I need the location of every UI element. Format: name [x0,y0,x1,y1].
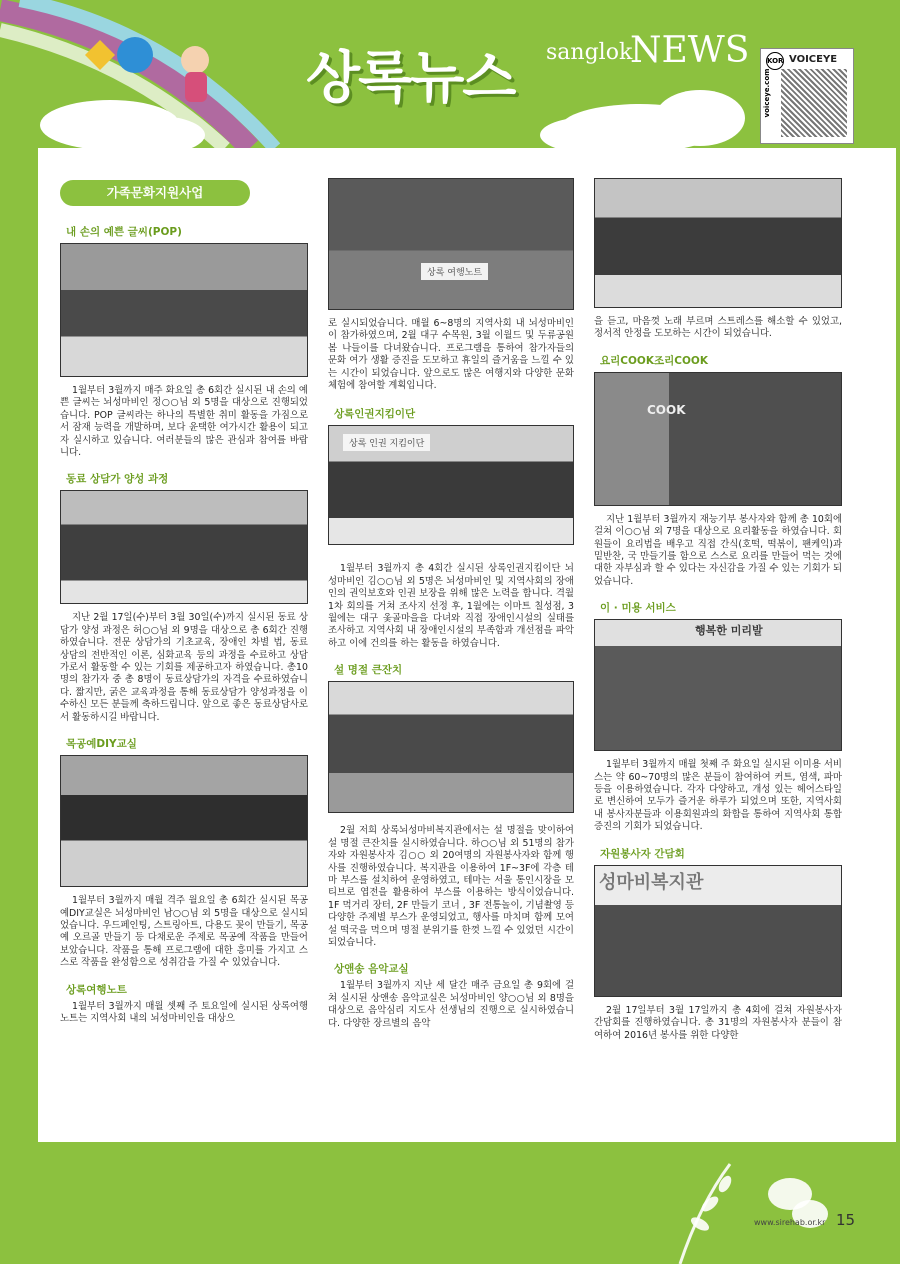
photo-newyear-festival [328,681,574,813]
article-body: 1월부터 3월까지 지난 세 달간 매주 금요일 총 9회에 걸쳐 실시된 상앤송 음악교실은 뇌성마비인 양○○님 외 8명을 대상으로 음악심리 지도사 선생님의 진행으로 실시하였습니다. 다양한 장르별의 음악 [328,980,574,1029]
article-title: 내 손의 예쁜 글씨(POP) [66,226,182,238]
article-body: 2월 17일부터 3월 17일까지 총 4회에 걸쳐 자원봉사자 간담회를 진행하였습니다. 총 31명의 자원봉사자 분들이 참여하여 2016년 봉사를 위한 다양한 [594,1004,842,1041]
photo-peer-counselor [60,490,308,604]
voiceye-code [760,48,854,144]
photo-volunteer-meeting [594,865,842,997]
photo-pop-class [60,243,308,377]
article-title: 동료 상담가 양성 과정 [66,473,169,486]
article-body: 2월 저희 상록뇌성마비복지관에서는 설 명절을 맞이하여 설 명절 큰잔치를 실시하였습니다. 하○○님 외 51명의 참가자와 자원봉사자 김○○ 외 20여명의 자원봉사자와 함께 행사를 진행하였습니다. 복지관을 이용하여 1F~3F에 각층 테마 부스를 설치하여 운영하였고, 테마는 서울 통인시장을 모티브로 엽전을 활용하여 부스를 이용하는 방식이었습니다. 1F 먹거리 장터, 2F 만들기 코너 , 3F 전통놀이, 기념촬영 등 다양한 주제별 부스가 운영되었고, 행사를 마치며 함께 모여 설 떡국을 먹으며 명절 분위기를 한껏 느낄 수 있었던 시간이 되었습니다. [328,825,574,948]
photo-music-class [594,178,842,308]
photo-beauty-service [594,619,842,751]
photo-cooking [594,372,842,506]
kor-badge: KOR [766,52,784,70]
article-body: 1월부터 3월까지 총 4회간 실시된 상록인권지킴이단 뇌성마비인 김○○님 외 5명은 뇌성마비인 및 지역사회의 장애인의 권익보호와 인권 보장을 위해 많은 노력을 합니다. 격월 1차 회의를 거쳐 조사지 선정 후, 1월에는 이마트 칠성점, 3월에는 대구 옻골마을을 다녀와 직접 장애인시설의 실태를 조사하고 지역사회 내 장애인시설의 부족함과 개선점을 파악하고 이에 건의를 하는 활동을 하였습니다. [328,563,574,649]
voiceye-side-label: voiceye.com [763,68,771,118]
voiceye-label: VOICEYE [789,54,838,65]
column-3 [594,178,842,1042]
photo-woodcraft [60,755,308,887]
article-body: 을 듣고, 마음껏 노래 부르며 스트레스를 해소할 수 있었고, 정서적 안정을 도모하는 시간이 되었습니다. [594,316,842,340]
content-panel [38,148,896,1142]
article-body: 1월부터 3월까지 매주 화요일 총 6회간 실시된 내 손의 예쁜 글씨는 뇌성마비인 정○○님 외 5명을 대상으로 진행되었습니다. POP 글씨라는 하나의 특별한 취미 활동을 가짐으로서 잠재 능력을 개발하며, 보다 윤택한 여가시간 활용이 되고자 실시하고 있습니다. 여러분들의 많은 관심과 참여를 바랍니다. [60,385,308,459]
article-body: 1월부터 3월까지 매월 첫째 주 화요일 실시된 이미용 서비스는 약 60~70명의 많은 분들이 참여하여 커트, 염색, 파마 등을 이용하였습니다. 각자 다양하고, 개성 있는 헤어스타일로 변신하여 모두가 즐거운 하루가 되었으며 또한, 지역사회 내 봉사자분들과 이용회원과의 화합을 통하여 지역사회 통합증진의 기회가 되었습니다. [594,759,842,833]
article-title: 상앤송 음악교실 [334,963,409,976]
photo-travel [328,178,574,310]
leaf-decoration [640,1124,900,1264]
article-title: 상록여행노트 [66,983,127,996]
article-body: 지난 1월부터 3월까지 재능기부 봉사자와 함께 총 10회에 걸쳐 이○○님 외 7명을 대상으로 요리활동을 하였습니다. 회원들이 요리법을 배우고 직접 간식(호떡, 떡볶이, 팬케익)과 밑반찬, 국 만들기를 함으로 스스로 요리를 만들어 먹는 것에 대한 자부심과 할 수 있다는 자신감을 가질 수 있는 기회가 되었습니다. [594,513,842,587]
photo-banner-rights: 상록 인권 지킴이단 [343,434,430,451]
header [0,0,900,148]
column-2 [328,178,574,1030]
article-body: 지난 2월 17일(수)부터 3월 30일(수)까지 실시된 동료 상담가 양성 과정은 허○○님 외 9명을 대상으로 총 6회간 진행하였습니다. 전문 상담가의 기초교육, 장애인 차별 법, 동료 상담의 전반적인 이론, 심화교육 등의 과정을 수료하고 상담가로서 활동할 수 있는 기회를 제공하고자 하였습니다. 총10명의 참가자 중 총 8명이 동료상담가의 자격을 수료하였습니다. 짧지만, 굵은 교육과정을 통해 동료상담가 양성과정을 이수하신 모든 분들께 축하드립니다. 앞으로 좋은 동료상담사로서 활동하시길 바랍니다. [60,612,308,723]
page-number: 15 [836,1211,856,1229]
section-banner: 가족문화지원사업 [60,180,250,206]
photo-banner-travel: 상록 여행노트 [421,263,488,280]
article-body: 로 실시되었습니다. 매월 6~8명의 지역사회 내 뇌성마비인이 참가하였으며, 2월 대구 수목원, 3월 이월드 및 두류공원 봄 나들이를 다녀왔습니다. 프로그램을 통하여 참가자들의 문화 여가 생활 증진을 도모하고 휴일의 즐거움을 느낄 수 있는 시간이 되었습니다. 앞으로도 많은 여행지와 다양한 문화체험에 참여할 계획입니다. [328,318,574,392]
article-title: 요리COOK조리COOK [600,354,708,367]
voiceye-pattern [781,69,847,137]
page-title: 상록뉴스 [306,46,515,111]
article-title: 이 · 미용 서비스 [600,602,676,615]
photo-sign-beauty: 행복한 미리발 [695,624,763,638]
article-body: 1월부터 3월까지 매월 격주 월요일 총 6회간 실시된 목공예DIY교실은 뇌성마비인 남○○님 외 5명을 대상으로 실시되었습니다. 우드페인팅, 스트링아트, 다용도 꽂이 만들기, 목공예 오르골 만들기 등 다채로운 주제로 목공예 작품을 만들어 보았습니다. 작품을 통해 프로그램에 대한 흥미를 가지고 스스로 작품을 완성함으로 성취감을 가질 수 있었습니다. [60,895,308,969]
photo-sign-cook: COOK [647,402,686,417]
title-news: NEWS [630,30,750,71]
article-title: 목공예DIY교실 [66,738,137,751]
footer-url: www.sirehab.or.kr [754,1218,826,1227]
photo-sign-volunteer: 성마비복지관 [599,871,704,893]
article-title: 자원봉사자 간담회 [600,847,685,860]
article-title: 상록인권지킴이단 [334,408,416,421]
article-title: 설 명절 큰잔치 [334,664,403,677]
photo-rights-guard [328,425,574,545]
column-1 [60,218,308,1025]
article-body: 1월부터 3월까지 매월 셋째 주 토요일에 실시된 상록여행노트는 지역사회 내의 뇌성마비인을 대상으 [60,1000,308,1024]
title-english: sanglok [546,40,633,65]
